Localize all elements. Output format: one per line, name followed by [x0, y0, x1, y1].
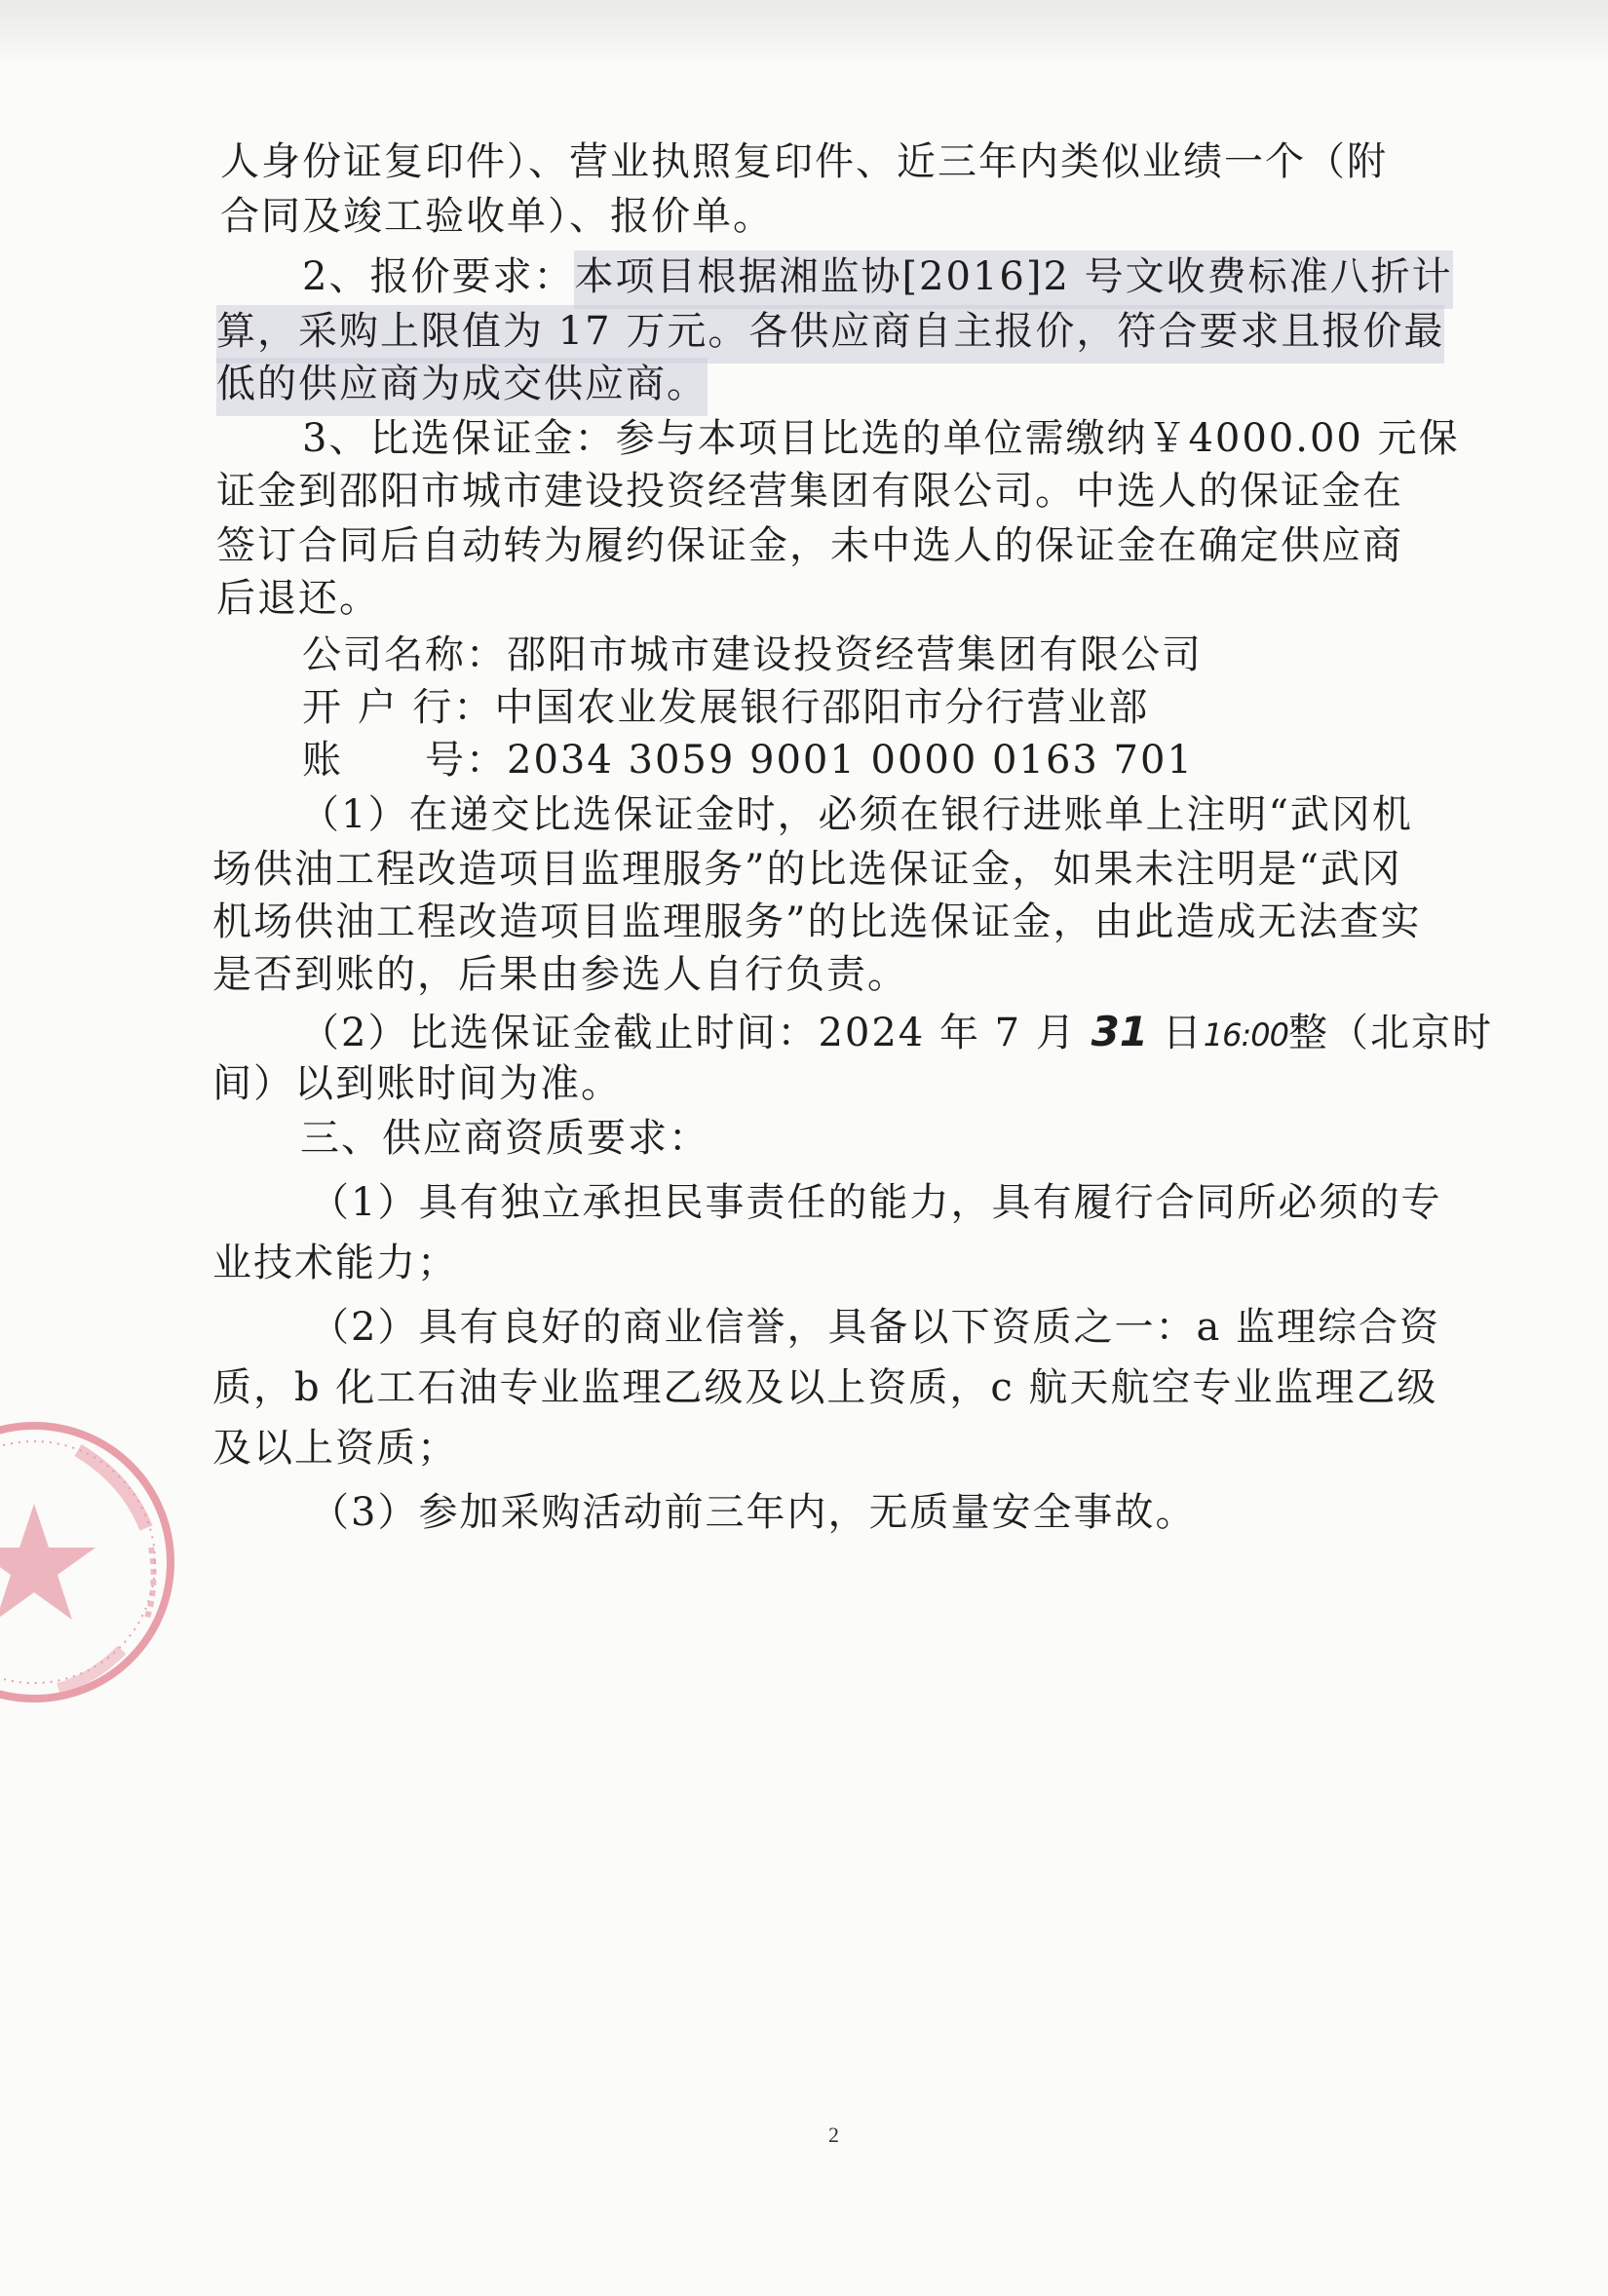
note1-line-4: 是否到账的，后果由参选人自行负责。 [212, 952, 908, 997]
deadline-day-unit: 日 [1148, 1011, 1204, 1055]
note1-line-3: 机场供油工程改造项目监理服务”的比选保证金，由此造成无法查实 [212, 899, 1422, 944]
quote-line-1 [302, 254, 1453, 299]
handwritten-day: 31 [1091, 1008, 1149, 1055]
account-label: 账 号： [302, 738, 507, 783]
intro-line-2: 合同及竣工验收单）、报价单。 [220, 194, 774, 239]
note2-line-2: 间）以到账时间为准。 [212, 1061, 622, 1106]
bank-label: 开 户 行： [302, 685, 495, 730]
qualification-heading: 三、供应商资质要求： [300, 1116, 709, 1161]
deposit-line-1: 3、比选保证金：参与本项目比选的单位需缴纳￥4000.00 元保 [302, 416, 1460, 461]
company-name-value: 邵阳市城市建设投资经营集团有限公司 [507, 632, 1203, 677]
qualification-item3-line-1: （3）参加采购活动前三年内，无质量安全事故。 [310, 1490, 1197, 1535]
scan-top-shadow [0, 0, 1608, 68]
qualification-item2-line-1: （2）具有良好的商业信誉，具备以下资质之一：a 监理综合资 [310, 1305, 1441, 1350]
bank-row [302, 685, 1150, 730]
qualification-item1-line-1: （1）具有独立承担民事责任的能力，具有履行合同所必须的专 [310, 1180, 1442, 1225]
note1-line-2: 场供油工程改造项目监理服务”的比选保证金，如果未注明是“武冈 [212, 847, 1402, 892]
deadline-suffix: 整（北京时 [1287, 1011, 1493, 1055]
quote-line-3 [216, 362, 708, 406]
deadline-prefix: （2）比选保证金截止时间：2024 年 7 月 [300, 1011, 1091, 1055]
bank-value: 中国农业发展银行邵阳市分行营业部 [494, 685, 1150, 730]
note1-line-1: （1）在递交比选保证金时，必须在银行进账单上注明“武冈机 [300, 792, 1413, 837]
official-seal-stamp [0, 1411, 185, 1713]
account-value: 2034 3059 9001 0000 0163 701 [507, 738, 1194, 783]
intro-line-1: 人身份证复印件）、营业执照复印件、近三年内类似业绩一个（附 [220, 139, 1388, 184]
deposit-line-3: 签订合同后自动转为履约保证金，未中选人的保证金在确定供应商 [216, 523, 1403, 568]
company-name-row [302, 632, 1203, 677]
qualification-item2-line-3: 及以上资质； [212, 1426, 458, 1471]
company-name-label: 公司名称： [302, 632, 507, 677]
deposit-line-2: 证金到邵阳市城市建设投资经营集团有限公司。中选人的保证金在 [216, 469, 1403, 514]
account-row [302, 738, 1194, 783]
page-number: 2 [828, 2123, 839, 2147]
quote-highlighted-line-2: 算，采购上限值为 17 万元。各供应商自主报价，符合要求且报价最 [216, 305, 1444, 364]
deposit-line-4: 后退还。 [216, 576, 380, 621]
handwritten-time: 16:00 [1203, 1016, 1288, 1053]
qualification-item2-line-2: 质，b 化工石油专业监理乙级及以上资质，c 航天航空专业监理乙级 [212, 1365, 1438, 1410]
qualification-item1-line-2: 业技术能力； [212, 1241, 458, 1285]
quote-line-2 [216, 309, 1445, 354]
quote-highlighted-line-3: 低的供应商为成交供应商。 [216, 358, 708, 416]
note2-line-1 [300, 1008, 1493, 1055]
quote-highlighted-text: 本项目根据湘监协[2016]2 号文收费标准八折计 [574, 250, 1452, 309]
quote-label: 2、报价要求： [302, 254, 575, 299]
